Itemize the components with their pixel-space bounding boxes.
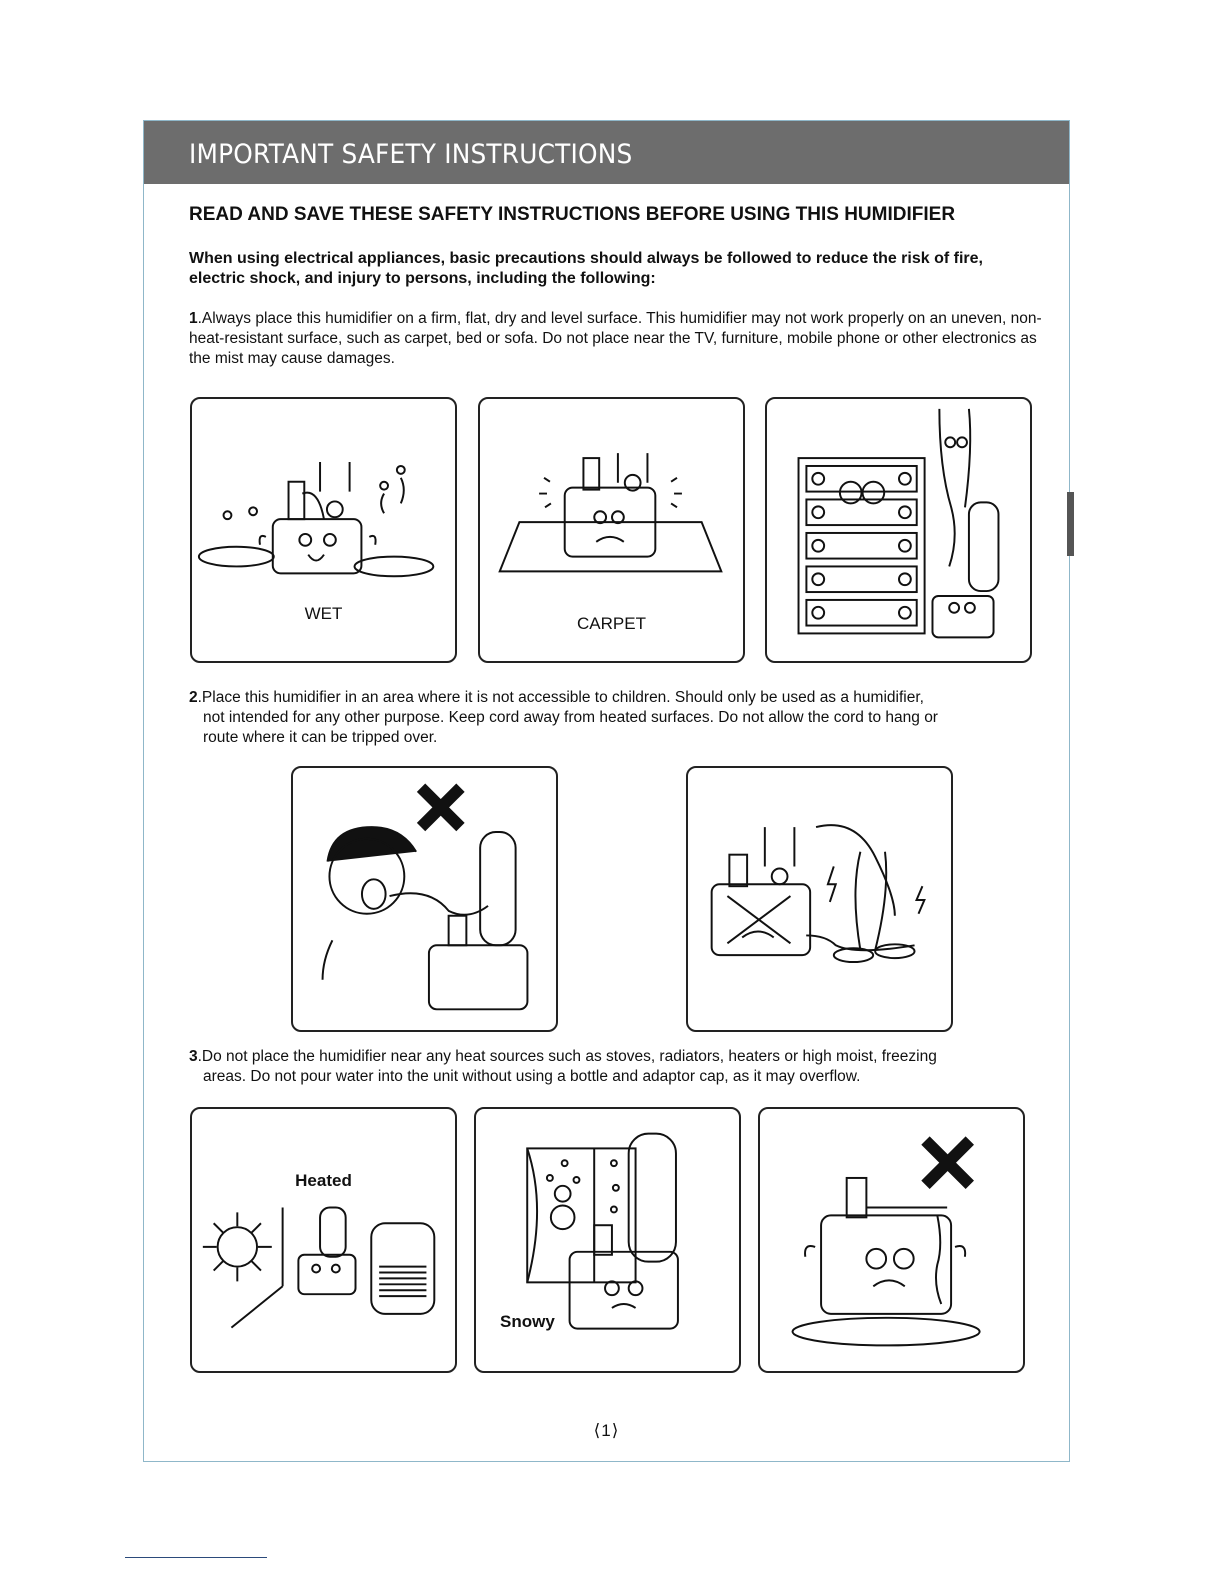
instruction-text-line: areas. Do not pour water into the unit without using a bottle and adaptor cap, as it may overflow. [203, 1068, 861, 1085]
instruction-text-line: .Place this humidifier in an area where it is not accessible to children. Should only be used as a humidifier, [197, 689, 924, 706]
illustration-child-breathing-mist [291, 766, 558, 1032]
instruction-number: 1 [189, 310, 198, 327]
instruction-1 [189, 309, 1049, 369]
instruction-text: .Always place this humidifier on a firm, flat, dry and level surface. This humidifier may not work properly on an uneven, non-heat-resistant surface, such as carpet, bed or sofa. Do not place near the TV, furniture, mobile phone or other electronics as the mist may cause damages. [189, 310, 1042, 367]
section-subtitle: READ AND SAVE THESE SAFETY INSTRUCTIONS BEFORE USING THIS HUMIDIFIER [189, 204, 956, 225]
child-humidifier-drawing [293, 768, 556, 1030]
caption-wet: WET [304, 604, 343, 623]
instruction-text-line: .Do not place the humidifier near any heat sources such as stoves, radiators, heaters or high moist, freezing [197, 1048, 937, 1065]
page-frame [143, 120, 1070, 1462]
illustration-overflow [758, 1107, 1025, 1373]
intro-paragraph: When using electrical appliances, basic precautions should always be followed to reduce the risk of fire, electric shock, and injury to persons, including the following: [189, 250, 983, 287]
illustration-near-electronics [765, 397, 1032, 663]
heated-humidifier-drawing [192, 1109, 455, 1371]
header-band [144, 121, 1069, 184]
footnote-rule [125, 1557, 267, 1558]
illustration-wet-surface [190, 397, 457, 663]
page-number: ⟨1⟩ [593, 1421, 620, 1440]
caption-snowy: Snowy [500, 1312, 555, 1331]
illustration-snowy-area [474, 1107, 741, 1373]
illustration-carpet [478, 397, 745, 663]
instruction-3 [189, 1047, 1049, 1087]
cord-trip-drawing [688, 768, 951, 1030]
instruction-number: 2 [189, 689, 198, 706]
instruction-2 [189, 688, 1049, 748]
illustration-heat-sources [190, 1107, 457, 1373]
overflow-humidifier-drawing [760, 1109, 1023, 1371]
instruction-number: 3 [189, 1048, 198, 1065]
instruction-text-line: route where it can be tripped over. [203, 729, 438, 746]
caption-heated: Heated [295, 1171, 352, 1190]
side-tab-marker [1067, 492, 1074, 556]
page-title: IMPORTANT SAFETY INSTRUCTIONS [189, 139, 633, 170]
illustration-tripping-on-cord [686, 766, 953, 1032]
instruction-text-line: not intended for any other purpose. Keep cord away from heated surfaces. Do not allow the cord to hang or [203, 709, 938, 726]
caption-carpet: CARPET [577, 614, 646, 633]
furniture-humidifier-drawing [767, 399, 1030, 661]
